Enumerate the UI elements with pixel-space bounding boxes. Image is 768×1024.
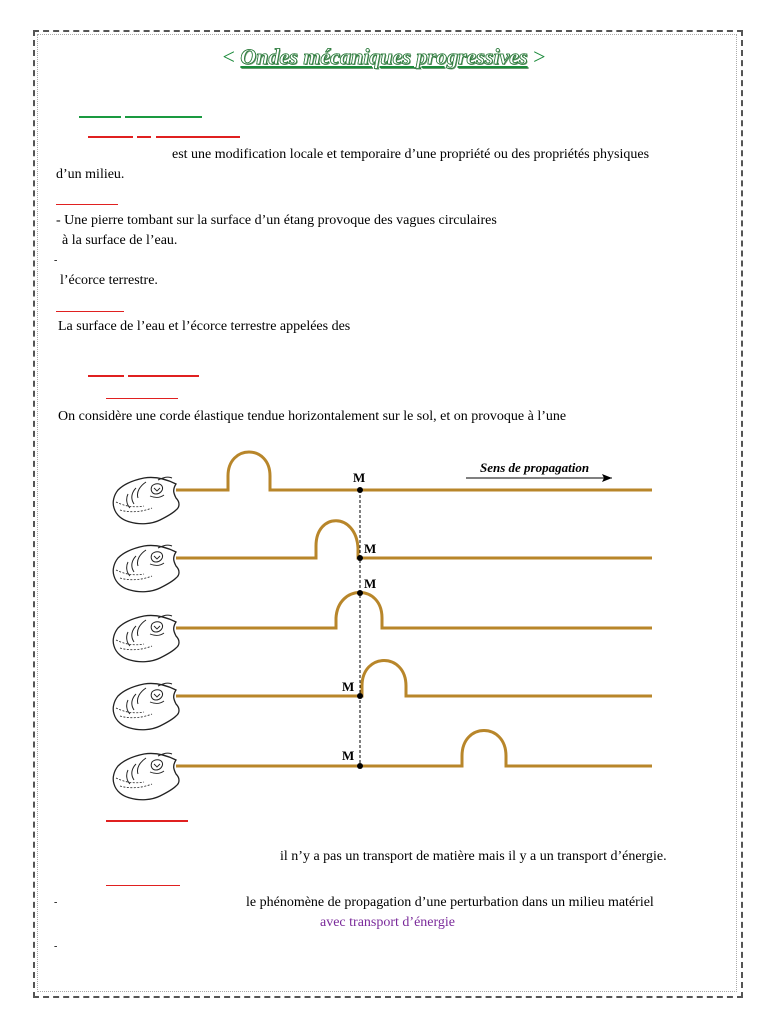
point-m — [357, 590, 363, 596]
hand-icon — [113, 615, 179, 662]
point-m-label: M — [342, 748, 355, 763]
example-text-2: l’écorce terrestre. — [60, 273, 158, 288]
rope-line — [176, 521, 652, 558]
hand-icon — [113, 477, 179, 524]
wave-definition-text: le phénomène de propagation d’une perturbation dans un milieu matériel — [246, 895, 654, 910]
bullet-dash: - — [54, 941, 58, 952]
title-right-bracket: > — [533, 44, 546, 69]
hand-icon — [113, 753, 179, 800]
bullet-dash: - — [54, 255, 58, 266]
point-m — [357, 693, 363, 699]
rope-snapshot-2 — [113, 521, 652, 592]
title-left-bracket: < — [222, 44, 235, 69]
hand-icon — [113, 683, 179, 730]
rope-line — [176, 661, 652, 697]
definition-text-cont: d’un milieu. — [56, 167, 125, 182]
definition-underline — [106, 885, 180, 886]
rope-snapshot-3 — [113, 576, 652, 662]
remark-text: il n’y a pas un transport de matière mais il y a un transport d’énergie. — [280, 849, 667, 864]
point-m-label: M — [364, 576, 377, 591]
medium-text: La surface de l’eau et l’écorce terrestre appelées des — [58, 319, 351, 334]
point-m-label: M — [342, 679, 355, 694]
point-m-label: M — [353, 470, 366, 485]
hand-icon — [113, 545, 179, 592]
experiment-text: On considère une corde élastique tendue horizontalement sur le sol, et on provoque à l’une — [58, 409, 567, 424]
bullet-dash: - — [54, 897, 58, 908]
example-text-cont: à la surface de l’eau. — [62, 233, 178, 248]
point-m — [357, 763, 363, 769]
wave-definition-text-cont: avec transport d’énergie — [320, 915, 456, 930]
rope-snapshot-5 — [113, 731, 652, 800]
point-m — [357, 555, 363, 561]
point-m-label: M — [364, 541, 377, 556]
example-text: - Une pierre tombant sur la surface d’un étang provoque des vagues circulaires — [56, 213, 497, 228]
direction-label: Sens de propagation — [480, 460, 590, 475]
rope-line — [176, 593, 652, 629]
rope-line — [176, 731, 652, 767]
title-text: Ondes mécaniques progressives — [240, 44, 528, 69]
point-m — [357, 487, 363, 493]
remark-underline — [106, 820, 188, 822]
definition-text: est une modification locale et temporaire d’une propriété ou des propriétés physiques — [172, 147, 650, 162]
rope-snapshot-4 — [113, 661, 652, 730]
